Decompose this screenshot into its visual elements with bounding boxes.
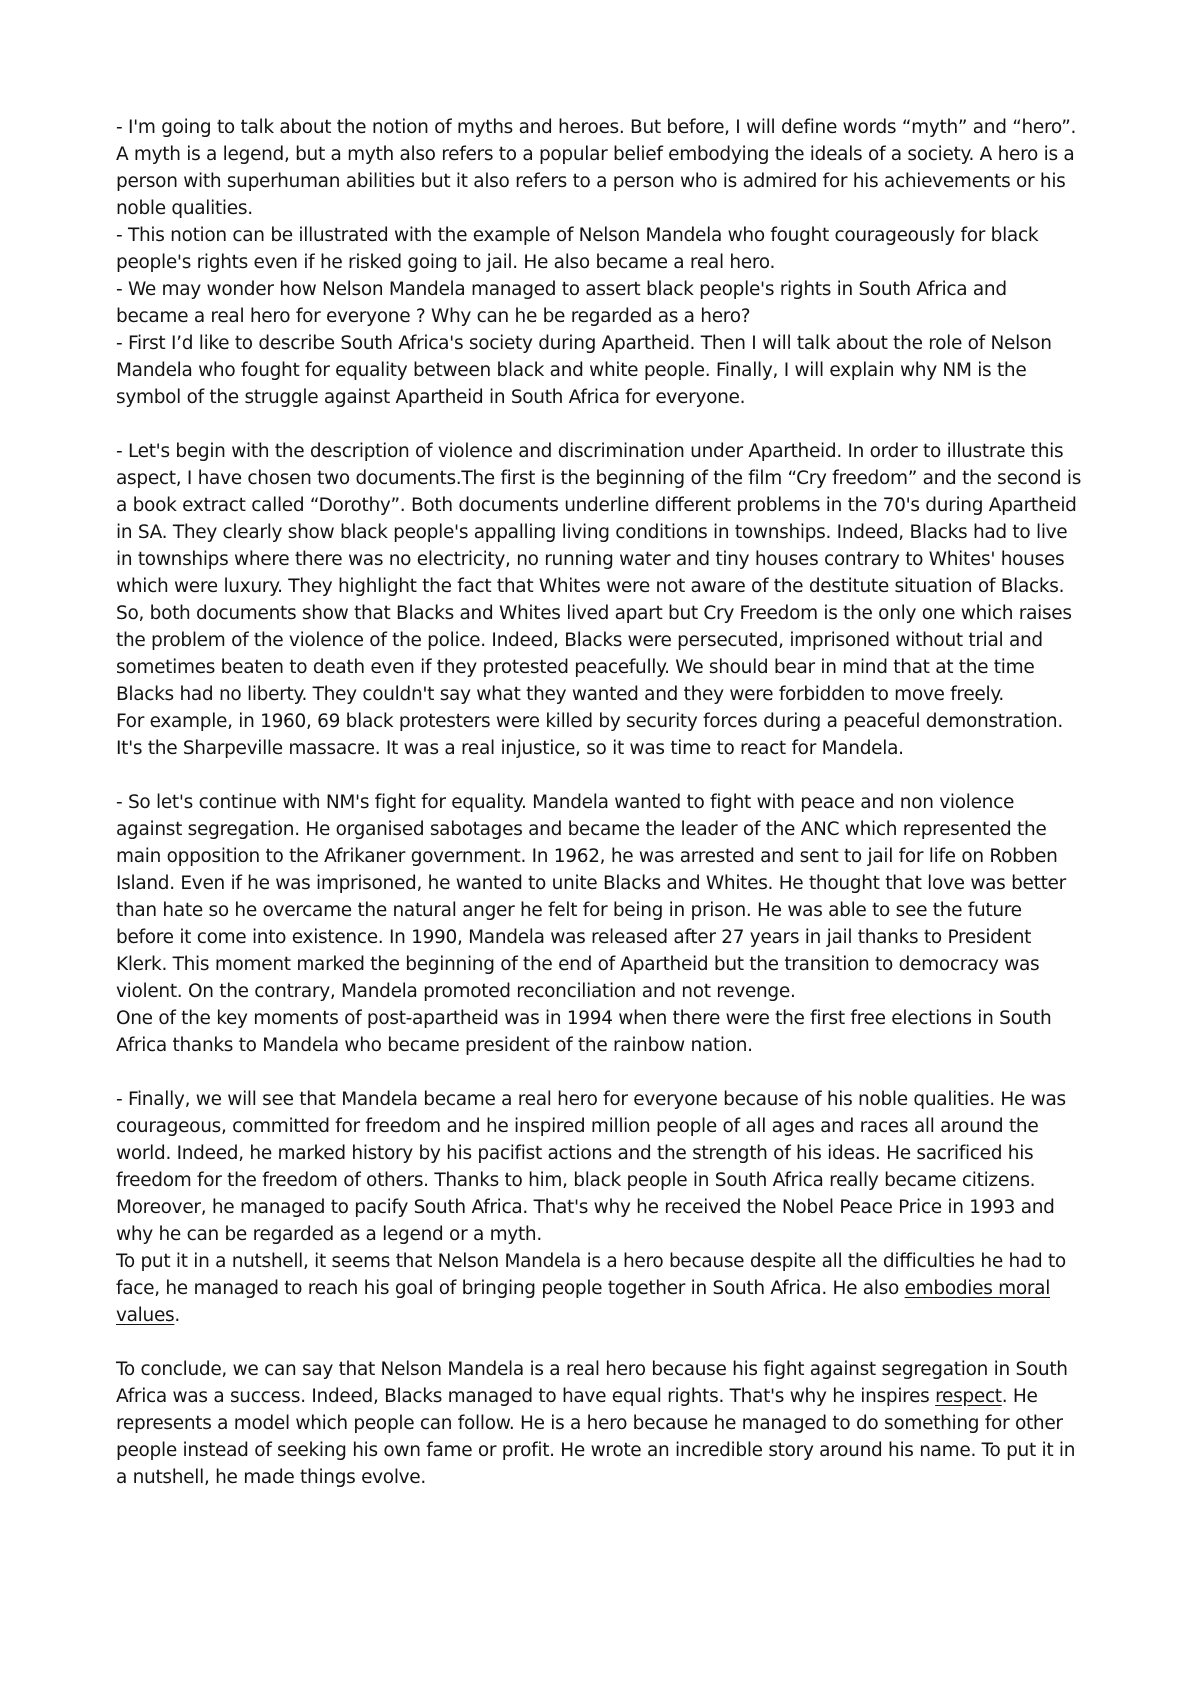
paragraph-spacer (116, 1329, 1084, 1356)
section2-paragraph-fight: - So let's continue with NM's fight for equality. Mandela wanted to fight with peace and non violence against segregation. He organised sabotages and became the leader of the ANC which represented the main opposition to the Afrikaner government. In 1962, he was arrested and sent to jail for life on Robben Island. Even if he was imprisoned, he wanted to unite Blacks and Whites. He thought that love was better than hate so he overcame the natural anger he felt for being in prison. He was able to see the future before it come into existence. In 1990, Mandela was released after 27 years in jail thanks to President Klerk. This moment marked the beginning of the end of Apartheid but the transition to democracy was violent. On the contrary, Mandela promoted reconciliation and not revenge. (116, 792, 1066, 1002)
paragraph-spacer (116, 1059, 1084, 1086)
underlined-phrase-embodies: embodies moral values (116, 1278, 1051, 1326)
intro-paragraph-definitions: - I'm going to talk about the notion of myths and heroes. But before, I will define words “myth” and “hero”. A myth is a legend, but a myth also refers to a popular belief embodying the ideals of a society. A hero is a person with superhuman abilities but it also refers to a person who is admired for his achievements or his noble qualities. (116, 117, 1077, 219)
conclusion-text: To conclude, we can say that Nelson Mandela is a real hero because his fight against segregation in South Africa was a success. Indeed, Blacks managed to have equal rights. That's why he inspires (116, 1359, 1068, 1407)
nutshell-end: . (174, 1305, 180, 1326)
intro-paragraph-example: - This notion can be illustrated with the example of Nelson Mandela who fought courageously for black people's rights even if he risked going to jail. He also became a real hero. (116, 225, 1039, 273)
nutshell-text: To put it in a nutshell, it seems that Nelson Mandela is a hero because despite all the difficulties he had to face, he managed to reach his goal of bringing people together in South Africa. He also (116, 1251, 1066, 1299)
conclusion-paragraph (116, 1356, 1084, 1491)
conclusion-end: . He represents a model which people can follow. He is a hero because he managed to do something for other people instead of seeking his own fame or profit. He wrote an incredible story around his name. To put it in a nutshell, he made things evolve. (116, 1386, 1076, 1488)
paragraph-spacer (116, 762, 1084, 789)
intro-paragraph-plan: - First I’d like to describe South Africa's society during Apartheid. Then I will talk about the role of Nelson Mandela who fought for equality between black and white people. Finally, I will explain why NM is the symbol of the struggle against Apartheid in South Africa for everyone. (116, 333, 1052, 408)
document-body (116, 114, 1084, 1491)
section3-paragraph-nutshell (116, 1248, 1084, 1329)
underlined-word-respect: respect (935, 1386, 1002, 1407)
section2-paragraph-elections: One of the key moments of post-apartheid was in 1994 when there were the first free elections in South Africa thanks to Mandela who became president of the rainbow nation. (116, 1008, 1052, 1056)
intro-paragraph-question: - We may wonder how Nelson Mandela managed to assert black people's rights in South Africa and became a real hero for everyone ? Why can he be regarded as a hero? (116, 279, 1007, 327)
section1-paragraph-sharpeville: For example, in 1960, 69 black protesters were killed by security forces during a peaceful demonstration. It's the Sharpeville massacre. It was a real injustice, so it was time to react for Mandela. (116, 711, 1063, 759)
section1-paragraph-apartheid: - Let's begin with the description of violence and discrimination under Apartheid. In order to illustrate this aspect, I have chosen two documents.The first is the beginning of the film “Cry freedom” and the second is a book extract called “Dorothy”. Both documents underline different problems in the 70's during Apartheid in SA. They clearly show black people's appalling living conditions in townships. Indeed, Blacks had to live in townships where there was no electricity, no running water and tiny houses contrary to Whites' houses which were luxury. They highlight the fact that Whites were not aware of the destitute situation of Blacks. So, both documents show that Blacks and Whites lived apart but Cry Freedom is the only one which raises the problem of the violence of the police. Indeed, Blacks were persecuted, imprisoned without trial and sometimes beaten to death even if they protested peacefully. We should bear in mind that at the time Blacks had no liberty. They couldn't say what they wanted and they were forbidden to move freely. (116, 441, 1082, 705)
paragraph-spacer (116, 411, 1084, 438)
section3-paragraph-hero: - Finally, we will see that Mandela became a real hero for everyone because of his noble qualities. He was courageous, committed for freedom and he inspired million people of all ages and races all around the world. Indeed, he marked history by his pacifist actions and the strength of his ideas. He sacrificed his freedom for the freedom of others. Thanks to him, black people in South Africa really became citizens. Moreover, he managed to pacify South Africa. That's why he received the Nobel Peace Price in 1993 and why he can be regarded as a legend or a myth. (116, 1089, 1066, 1245)
